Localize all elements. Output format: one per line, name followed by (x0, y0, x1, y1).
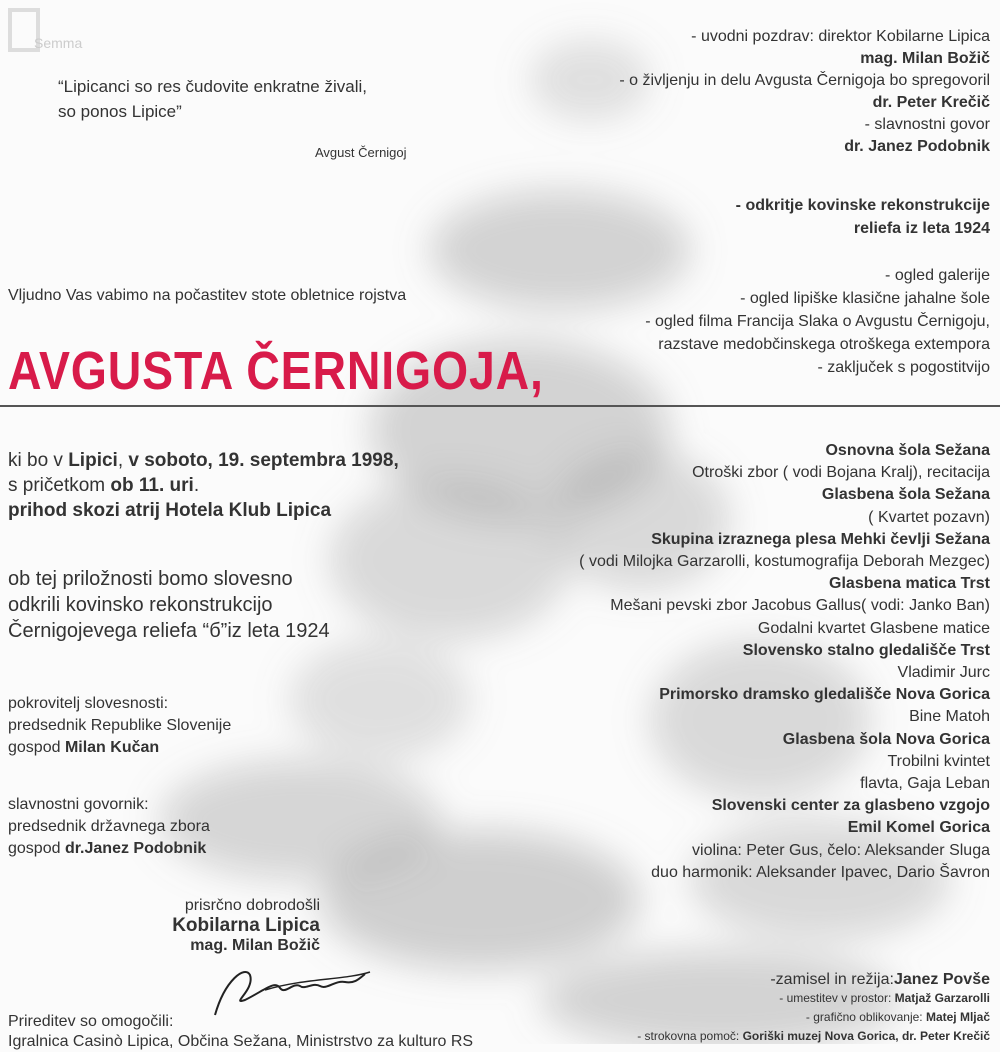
credit-name: Matej Mljač (925, 1010, 990, 1024)
program-item: - ogled lipiške klasične jahalne šole (740, 290, 990, 307)
performer-detail: ( vodi Milojka Garzarolli, kostumografija Deborah Mezgec) (579, 553, 990, 571)
performer-detail: Vladimir Jurc (897, 664, 990, 682)
patron-block (8, 693, 231, 759)
program-greeting-name: mag. Milan Božič (860, 50, 990, 67)
program-items (645, 264, 990, 379)
logo-icon (0, 0, 110, 60)
patron-line (8, 737, 231, 759)
program-unveil (736, 194, 990, 240)
invitation-intro: Vljudno Vas vabimo na počastitev stote obletnice rojstva (8, 287, 407, 304)
entrance-line: prihod skozi atrij Hotela Klub Lipica (8, 500, 332, 521)
performer-detail: Godalni kvartet Glasbene matice (757, 619, 990, 637)
credit-space (637, 989, 990, 1008)
performer-name: Slovensko stalno gledališče Trst (742, 641, 990, 659)
start-text: s pričetkom (8, 475, 111, 496)
start-text: . (193, 475, 200, 496)
program-talk-name: dr. Peter Krečič (872, 94, 990, 111)
credit-label: - grafično oblikovanje: (805, 1010, 926, 1024)
performer-detail: violina: Peter Gus, čelo: Aleksander Sluga (692, 841, 990, 859)
quote-line: so ponos Lipice” (58, 102, 182, 121)
speaker-prefix: gospod (8, 840, 65, 857)
program-unveil-line: reliefa iz leta 1924 (853, 220, 990, 237)
speaker-label: slavnostni govornik: (8, 796, 149, 813)
performer-detail: Mešani pevski zbor Jacobus Gallus( vodi: Janko Ban) (610, 597, 990, 615)
performer-name: Emil Komel Gorica (847, 819, 990, 837)
relief-text (8, 566, 330, 644)
credit-direction (637, 970, 990, 989)
performers-list (579, 440, 990, 884)
performer-name: Glasbena šola Nova Gorica (782, 730, 990, 748)
patron-name: Milan Kučan (64, 739, 160, 756)
quote-line: “Lipicanci so res čudovite enkratne živali, (58, 77, 367, 96)
performer-name: Glasbena matica Trst (829, 575, 990, 593)
program-unveil-line: - odkritje kovinske rekonstrukcije (735, 197, 990, 214)
quote-author: Avgust Černigoj (315, 145, 407, 160)
credit-label: - strokovna pomoč: (637, 1029, 743, 1043)
relief-line: Černigojevega reliefa “б”iz leta 1924 (8, 620, 330, 642)
relief-line: ob tej priložnosti bomo slovesno (8, 568, 293, 590)
event-text: , (117, 450, 129, 471)
speaker-line (8, 838, 210, 860)
event-place: Lipici (68, 450, 118, 471)
performer-detail: ( Kvartet pozavn) (868, 508, 990, 526)
performer-name: Skupina izraznega plesa Mehki čevlji Sežana (651, 530, 990, 548)
program-speech-name: dr. Janez Podobnik (844, 138, 990, 155)
sponsors-list: Igralnica Casinò Lipica, Občina Sežana, Ministrstvo za kulturo RS (8, 1033, 474, 1050)
performer-detail: Trobilni kvintet (887, 752, 990, 770)
sponsors-label: Prireditev so omogočili: (8, 1013, 174, 1030)
credit-help (637, 1027, 990, 1046)
quote (58, 74, 367, 124)
performer-detail: Bine Matoh (909, 708, 990, 726)
performer-name: Osnovna šola Sežana (825, 442, 990, 459)
program-block (619, 26, 990, 158)
credit-name: Goriški muzej Nova Gorica, dr. Peter Krečič (742, 1029, 990, 1043)
program-item: - zaključek s pogostitvijo (817, 359, 990, 376)
speaker-block (8, 794, 210, 860)
performer-detail: Otroški zbor ( vodi Bojana Kralj), recitacija (692, 464, 990, 482)
credit-label: - umestitev v prostor: (779, 991, 895, 1005)
signature (205, 960, 375, 1020)
performer-detail: duo harmonik: Aleksander Ipavec, Dario Šavron (651, 863, 990, 881)
performer-name: Glasbena šola Sežana (821, 486, 990, 504)
performer-detail: flavta, Gaja Leban (860, 775, 990, 793)
logo-text: Semma (34, 35, 83, 51)
program-speech: - slavnostni govor (864, 116, 990, 133)
welcome-person: mag. Milan Božič (190, 937, 320, 954)
event-date: v soboto, 19. septembra 1998, (128, 450, 399, 471)
program-item: - ogled filma Francija Slaka o Avgustu Černigoju, (645, 313, 990, 330)
performer-name: Slovenski center za glasbeno vzgojo (711, 797, 990, 815)
credit-label: -zamisel in režija: (770, 971, 894, 988)
patron-label: pokrovitelj slovesnosti: (8, 695, 169, 712)
event-line (8, 448, 399, 473)
credits-block (637, 970, 990, 1046)
speaker-role: predsednik državnega zbora (8, 818, 210, 835)
credit-graphic (637, 1008, 990, 1027)
program-item: razstave medobčinskega otroškega extempora (658, 336, 990, 353)
honoree-name: AVGUSTA ČERNIGOJA, (8, 341, 544, 401)
patron-prefix: gospod (8, 739, 65, 756)
welcome-line: prisrčno dobrodošli (184, 897, 320, 914)
fold-line (0, 405, 1000, 407)
speaker-name: dr.Janez Podobnik (64, 840, 207, 857)
sponsors-block (8, 1012, 473, 1052)
event-details (8, 448, 399, 523)
event-text: ki bo v (8, 450, 69, 471)
performer-name: Primorsko dramsko gledališče Nova Gorica (659, 686, 990, 704)
credit-name: Janez Povše (893, 971, 990, 988)
relief-line: odkrili kovinsko rekonstrukcijo (8, 594, 273, 616)
program-talk: - o življenju in delu Avgusta Černigoja bo spregovoril (619, 72, 990, 89)
patron-role: predsednik Republike Slovenije (8, 717, 232, 734)
program-greeting: - uvodni pozdrav: direktor Kobilarne Lipica (691, 28, 990, 45)
welcome-org: Kobilarna Lipica (172, 915, 320, 936)
start-time: ob 11. uri (110, 475, 194, 496)
start-line (8, 473, 399, 498)
credit-name: Matjaž Garzarolli (894, 991, 990, 1005)
welcome-block (130, 897, 320, 955)
program-item: - ogled galerije (885, 267, 990, 284)
